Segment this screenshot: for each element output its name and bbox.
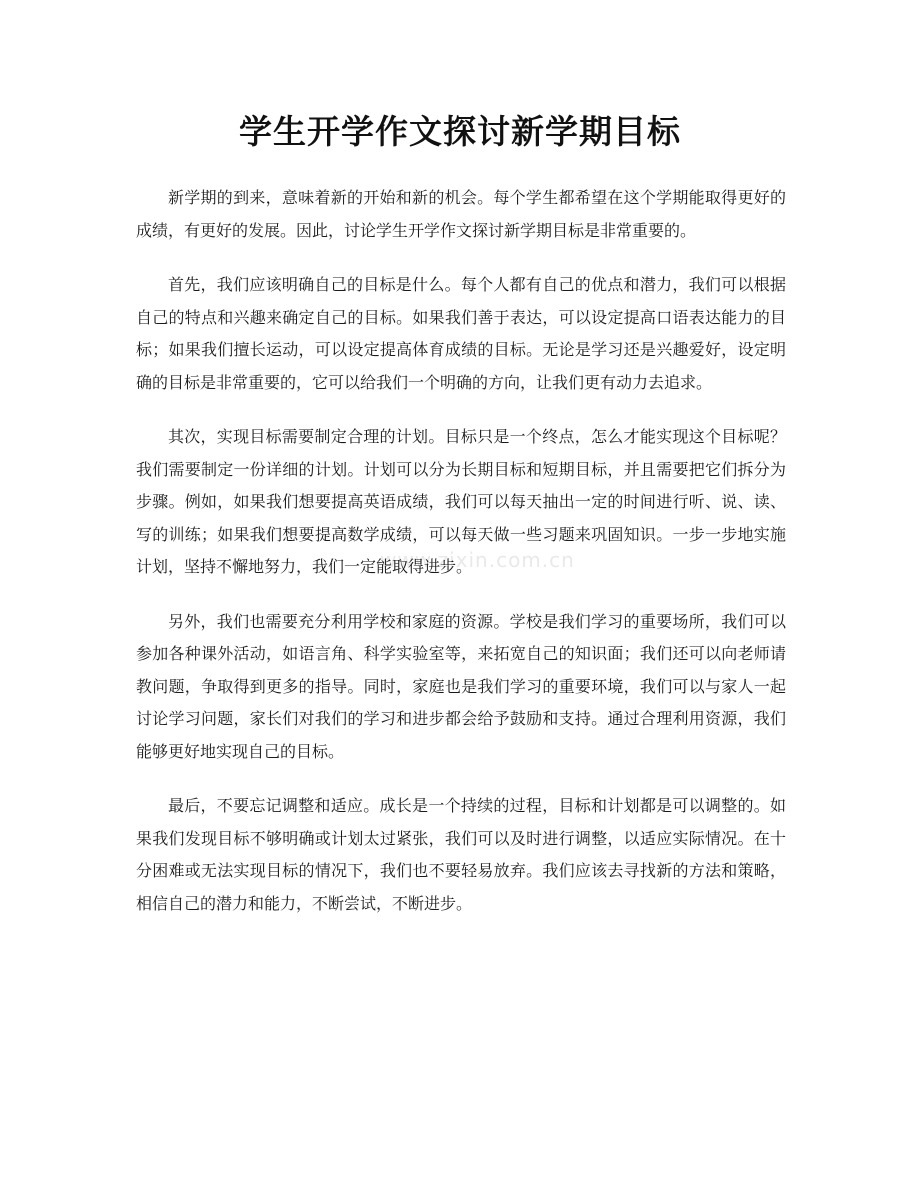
paragraph-adjust-adapt: 最后，不要忘记调整和适应。成长是一个持续的过程，目标和计划都是可以调整的。如果我们发现目标不够明确或计划太过紧张，我们可以及时进行调整，以适应实际情况。在十分困难或无法实现目标的情况下，我们也不要轻易放弃。我们应该去寻找新的方法和策略，相信自己的潜力和能力，不断尝试，不断进步。 [136,796,786,913]
paragraph-define-goals: 首先，我们应该明确自己的目标是什么。每个人都有自己的优点和潜力，我们可以根据自己的特点和兴趣来确定自己的目标。如果我们善于表达，可以设定提高口语表达能力的目标；如果我们擅长运动，可以设定提高体育成绩的目标。无论是学习还是兴趣爱好，设定明确的目标是非常重要的，它可以给我们一个明确的方向，让我们更有动力去追求。 [136,275,786,392]
document-title: 学生开学作文探讨新学期目标 [239,112,681,151]
document-body [136,182,786,942]
watermark: www.zixin.com.cn [380,548,575,572]
paragraph-intro: 新学期的到来，意味着新的开始和新的机会。每个学生都希望在这个学期能取得更好的成绩，有更好的发展。因此，讨论学生开学作文探讨新学期目标是非常重要的。 [136,188,786,240]
paragraph-use-resources: 另外，我们也需要充分利用学校和家庭的资源。学校是我们学习的重要场所，我们可以参加各种课外活动，如语言角、科学实验室等，来拓宽自己的知识面；我们还可以向老师请教问题，争取得到更多的指导。同时，家庭也是我们学习的重要环境，我们可以与家人一起讨论学习问题，家长们对我们的学习和进步都会给予鼓励和支持。通过合理利用资源，我们能够更好地实现自己的目标。 [136,611,786,761]
paragraph-make-plan: 其次，实现目标需要制定合理的计划。目标只是一个终点，怎么才能实现这个目标呢？我们需要制定一份详细的计划。计划可以分为长期目标和短期目标，并且需要把它们拆分为步骤。例如，如果我们想要提高英语成绩，我们可以每天抽出一定的时间进行听、说、读、写的训练；如果我们想要提高数学成绩，可以每天做一些习题来巩固知识。一步一步地实施计划，坚持不懈地努力，我们一定能取得进步。 [136,427,786,576]
